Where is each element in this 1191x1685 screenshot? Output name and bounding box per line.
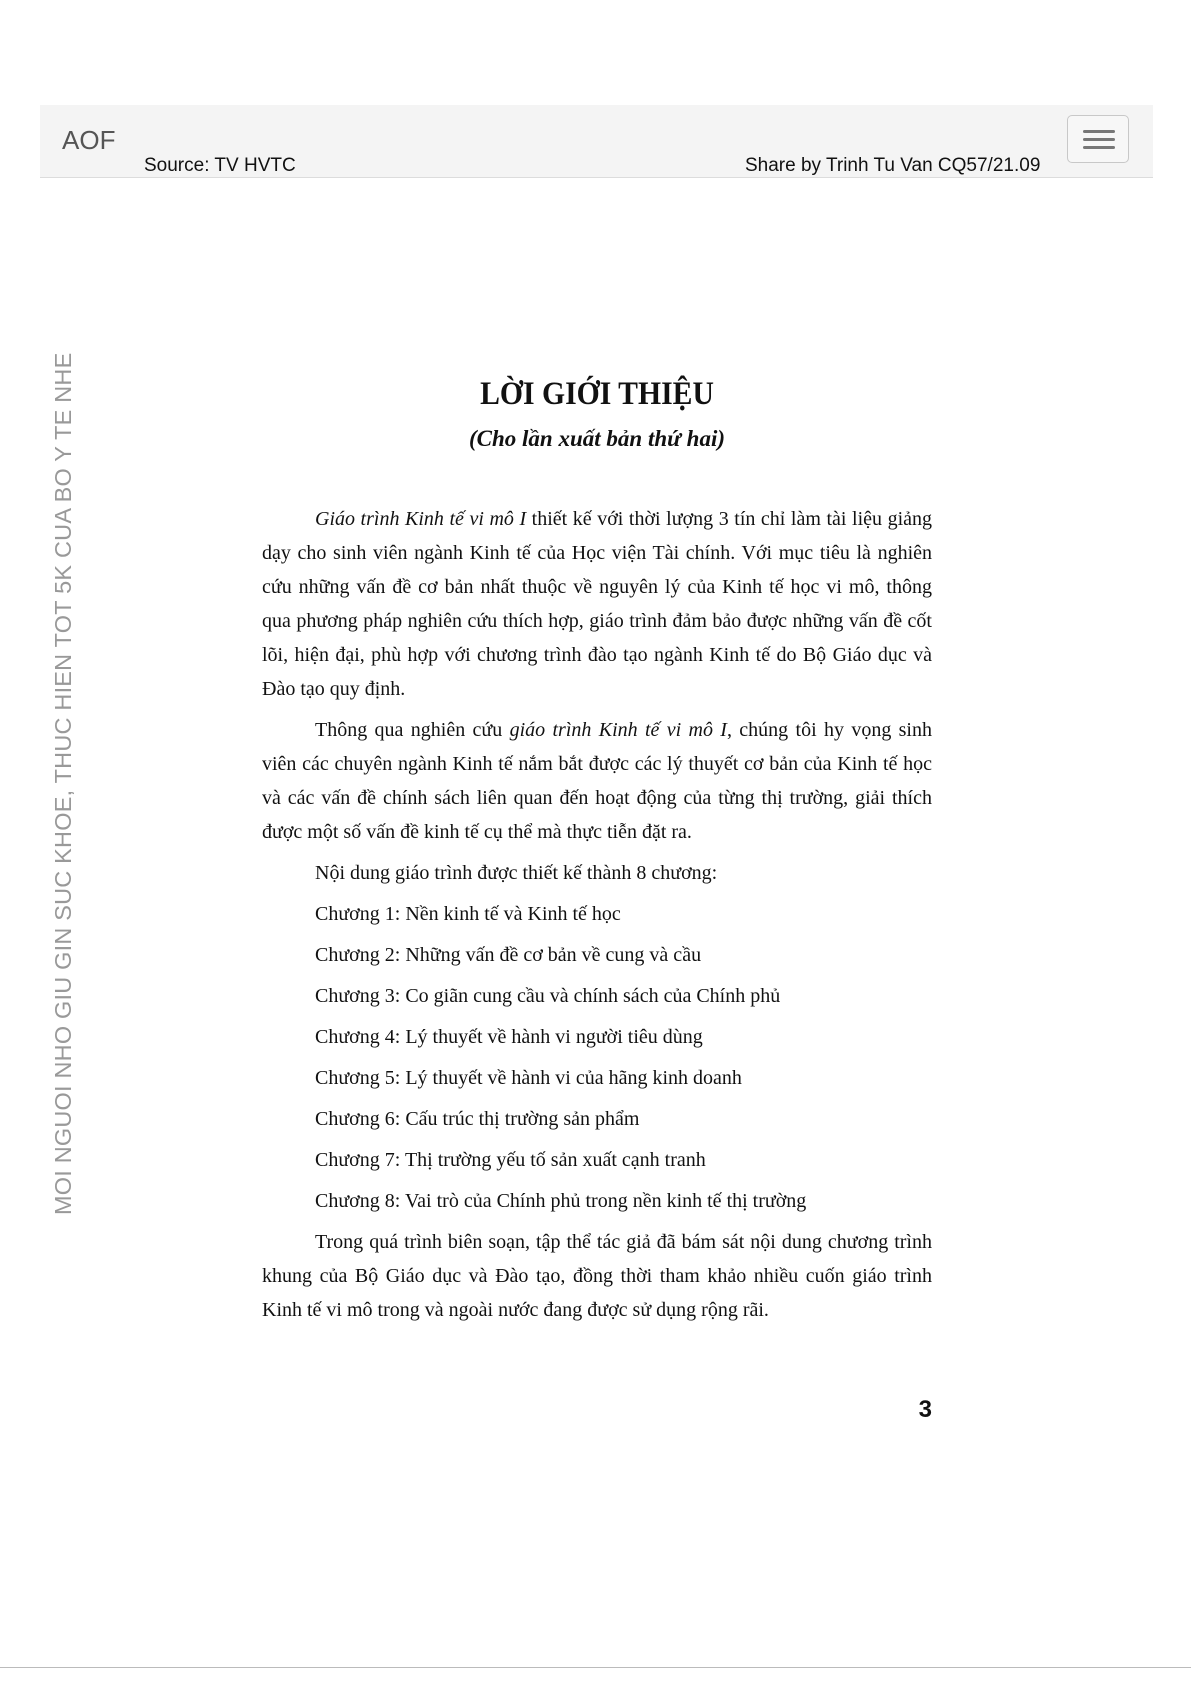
hamburger-menu-button[interactable] xyxy=(1067,115,1129,163)
chapter-item: Chương 4: Lý thuyết về hành vi người tiêu dùng xyxy=(315,1026,703,1048)
chapter-item: Chương 2: Những vấn đề cơ bản về cung và cầu xyxy=(315,944,702,966)
chapter-item: Chương 1: Nền kinh tế và Kinh tế học xyxy=(315,903,621,925)
chapter-item: Chương 5: Lý thuyết về hành vi của hãng kinh doanh xyxy=(315,1067,742,1089)
brand-logo-text[interactable]: AOF xyxy=(62,125,116,155)
hamburger-menu-icon-middle-bar xyxy=(1083,138,1115,141)
page-subtitle: (Cho lần xuất bản thứ hai) xyxy=(469,426,725,451)
chapter-item: Chương 6: Cấu trúc thị trường sản phẩm xyxy=(315,1108,640,1130)
share-label: Share by Trinh Tu Van CQ57/21.09 xyxy=(745,155,1041,176)
header-bar xyxy=(40,105,1153,178)
paragraph-purpose-italic: giáo trình Kinh tế vi mô I xyxy=(509,719,727,741)
paragraph-intro-text: thiết kế với thời lượng 3 tín chỉ làm tài liệu giảng dạy cho sinh viên ngành Kinh tế của Học viện Tài chính. Với mục tiêu là nghiên cứu những vấn đề cơ bản nhất thuộc về nguyên lý của Kinh tế học vi mô, thông qua phương pháp nghiên cứu thích hợp, giáo trình đảm bảo được những vấn đề cốt lõi, hiện đại, phù hợp với chương trình đào tạo ngành Kinh tế do Bộ Giáo dục và Đào tạo quy định. xyxy=(262,508,933,700)
paragraph-intro-italic: Giáo trình Kinh tế vi mô I xyxy=(315,508,527,530)
chapters-intro: Nội dung giáo trình được thiết kế thành 8 chương: xyxy=(315,862,718,884)
page-number: 3 xyxy=(918,1396,932,1423)
paragraph-purpose xyxy=(262,713,932,849)
chapter-item: Chương 3: Co giãn cung cầu và chính sách của Chính phủ xyxy=(315,985,781,1007)
paragraph-purpose-before: Thông qua nghiên cứu xyxy=(315,719,510,741)
bottom-divider xyxy=(0,1667,1191,1668)
paragraph-intro xyxy=(262,502,932,706)
document-content xyxy=(262,372,932,1334)
paragraph-purpose-after: , chúng tôi hy vọng sinh viên các chuyên ngành Kinh tế nắm bắt được các lý thuyết cơ bản của Kinh tế học và các vấn đề chính sách liên quan đến hoạt động của từng thị trường, giải thích được một số vấn đề kinh tế cụ thể mà thực tiễn đặt ra. xyxy=(262,719,932,843)
sidebar-watermark: MOI NGUOI NHO GIU GIN SUC KHOE, THUC HIEN TOT 5K CUA BO Y TE NHE xyxy=(50,352,76,1215)
hamburger-menu-icon xyxy=(1083,130,1115,133)
source-label: Source: TV HVTC xyxy=(144,155,296,176)
chapter-item: Chương 8: Vai trò của Chính phủ trong nền kinh tế thị trường xyxy=(315,1190,807,1212)
paragraph-compilation: Trong quá trình biên soạn, tập thể tác giả đã bám sát nội dung chương trình khung của Bộ Giáo dục và Đào tạo, đồng thời tham khảo nhiều cuốn giáo trình Kinh tế vi mô trong và ngoài nước đang được sử dụng rộng rãi. xyxy=(262,1231,932,1321)
page-title: LỜI GIỚI THIỆU xyxy=(480,376,714,412)
chapter-item: Chương 7: Thị trường yếu tố sản xuất cạnh tranh xyxy=(315,1149,706,1171)
hamburger-menu-icon-bottom-bar xyxy=(1083,146,1115,149)
